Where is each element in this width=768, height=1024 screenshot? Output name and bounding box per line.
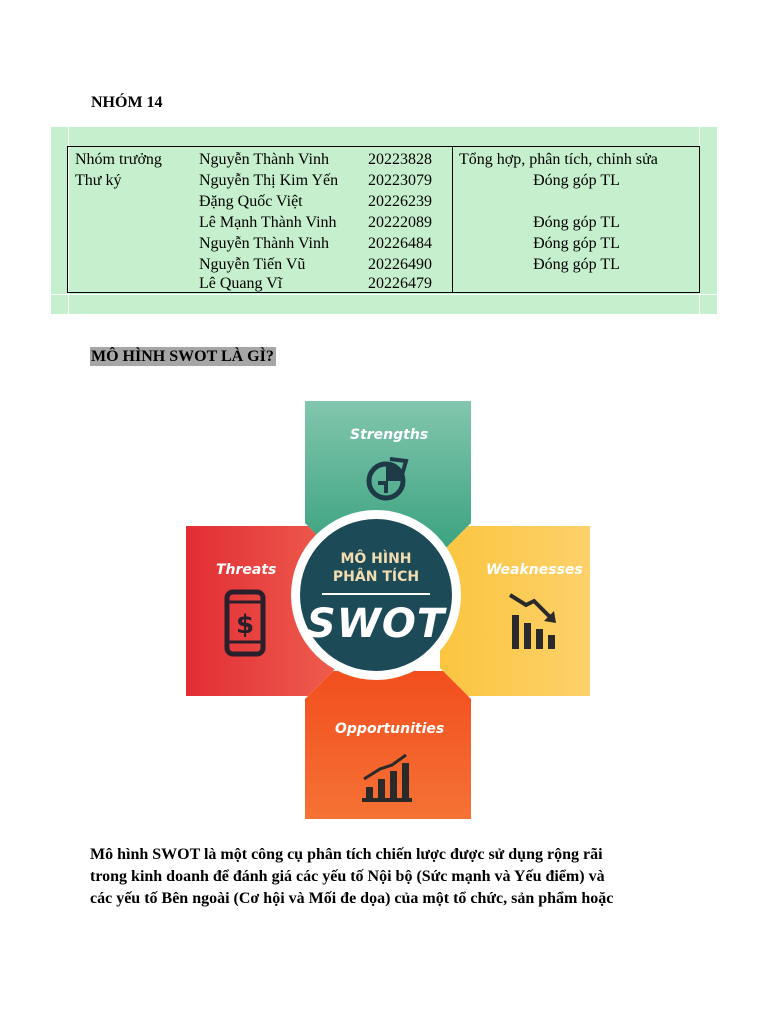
member-role: Thư ký [75,172,122,189]
growth-chart-icon [360,753,414,803]
weaknesses-label: Weaknesses [486,562,583,578]
phone-dollar-icon [224,589,266,657]
member-name: Nguyễn Thành Vinh [199,151,329,168]
strengths-label: Strengths [350,427,429,443]
body-paragraph [90,844,690,910]
member-name: Lê Mạnh Thành Vinh [199,214,337,231]
members-table [67,146,700,293]
threats-label: Threats [216,562,277,578]
member-name: Nguyễn Thành Vinh [199,235,329,252]
member-name: Đặng Quốc Việt [199,193,303,210]
swot-center [300,519,452,671]
member-id: 20223828 [368,151,432,168]
paragraph-line: trong kinh doanh để đánh giá các yếu tố Nội bộ (Sức mạnh và Yếu điểm) và [90,868,605,885]
group-title: NHÓM 14 [91,94,163,111]
paragraph-line: các yếu tố Bên ngoài (Cơ hội và Mối đe dọa) của một tổ chức, sản phẩm hoặc [90,890,614,907]
member-task: Đóng góp TL [533,235,620,252]
member-task: Đóng góp TL [533,256,620,273]
member-id: 20226479 [368,275,432,292]
section-heading: MÔ HÌNH SWOT LÀ GÌ? [91,348,274,365]
member-name: Nguyễn Thị Kim Yến [199,172,339,189]
swot-title: SWOT [306,601,446,647]
member-name: Nguyễn Tiến Vũ [199,256,306,273]
pie-chart-icon [362,453,414,505]
member-id: 20222089 [368,214,432,231]
center-line-2: PHÂN TÍCH [332,569,420,585]
center-divider [322,593,430,595]
member-task: Đóng góp TL [533,172,620,189]
swot-diagram [186,401,590,819]
opportunities-label: Opportunities [335,721,445,737]
center-line-1: MÔ HÌNH [340,551,412,567]
member-task: Tổng hợp, phân tích, chỉnh sửa [459,151,658,168]
svg-text:$: $ [235,610,255,640]
member-role: Nhóm trưởng [75,151,162,168]
member-id: 20226484 [368,235,432,252]
member-id: 20223079 [368,172,432,189]
member-id: 20226239 [368,193,432,210]
member-task: Đóng góp TL [533,214,620,231]
declining-chart-icon [508,591,560,653]
member-name: Lê Quang Vĩ [199,275,283,292]
member-id: 20226490 [368,256,432,273]
paragraph-line: Mô hình SWOT là một công cụ phân tích chiến lược được sử dụng rộng rãi [90,846,603,863]
